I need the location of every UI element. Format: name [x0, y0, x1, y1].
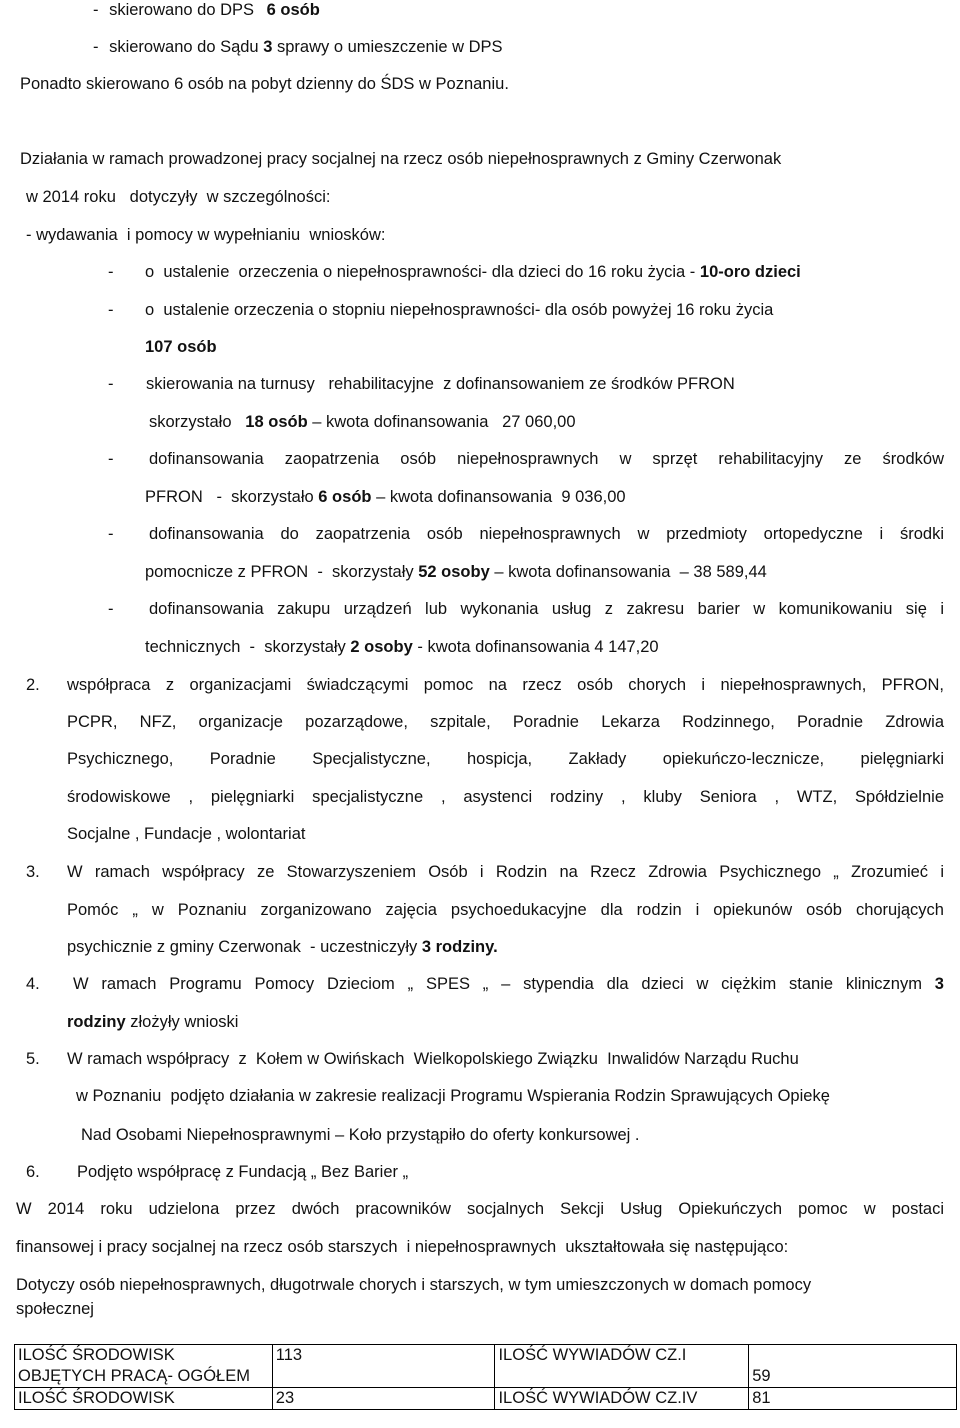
closing-line-1: W 2014 roku udzielona przez dwóch pracowników socjalnych Sekcji Usług Opiekuńczych pomoc w postaci: [16, 1200, 944, 1218]
stats-table: [14, 1344, 957, 1410]
numbered-5-line-3: Nad Osobami Niepełnosprawnymi – Koło przystąpiło do oferty konkursowej .: [81, 1126, 640, 1144]
table-cell-label: [15, 1345, 273, 1388]
summary-bold: 18 osób: [245, 413, 308, 431]
item-2: [108, 300, 774, 320]
numbered-6-num: 6.: [26, 1163, 40, 1181]
item-4-summary: [145, 487, 626, 507]
summary-b: – kwota dofinansowania 27 060,00: [312, 413, 576, 431]
bold-word: rodziny: [67, 1013, 126, 1031]
table-cell-label: ILOŚĆ WYWIADÓW CZ.I: [495, 1345, 749, 1388]
numbered-3-line-2: Pomóc „ w Poznaniu zorganizowano zajęcia psychoedukacyjne dla rodzin i opiekunów osób chorujących: [67, 901, 944, 919]
summary-a: skorzystało: [149, 413, 232, 431]
item-5-summary: [145, 562, 767, 582]
intro-line-3: - wydawania i pomocy w wypełnianiu wniosków:: [26, 226, 386, 244]
numbered-3-line-3: [67, 937, 498, 957]
dash: -: [108, 263, 114, 281]
numbered-4-line-1: [73, 974, 944, 994]
table-cell-label: ILOŚĆ ŚRODOWISK: [15, 1388, 273, 1410]
dash: -: [108, 301, 114, 319]
summary-a: PFRON - skorzystało: [145, 488, 314, 506]
numbered-5-line-1: W ramach współpracy z Kołem w Owińskach Wielkopolskiego Związku Inwalidów Narządu Ruchu: [67, 1050, 799, 1068]
item-5: [108, 524, 114, 544]
closing-line-4: społecznej: [16, 1300, 94, 1318]
summary-bold: 52 osoby: [418, 563, 490, 581]
numbered-5-line-2: w Poznaniu podjęto działania w zakresie realizacji Programu Wspierania Rodzin Sprawujących Opiekę: [76, 1087, 830, 1105]
line-text: psychicznie z gminy Czerwonak - uczestniczyły: [67, 938, 418, 956]
bold-count: 3: [934, 975, 944, 993]
top-list-line-3: Ponadto skierowano 6 osób na pobyt dzienny do ŚDS w Poznaniu.: [20, 75, 509, 93]
numbered-2-num: 2.: [26, 676, 40, 694]
dash: -: [108, 525, 114, 543]
cell-line: OBJĘTYCH PRACĄ- OGÓŁEM: [18, 1367, 250, 1385]
numbered-3-line-1: W ramach współpracy ze Stowarzyszeniem Osób i Rodzin na Rzecz Zdrowia Psychicznego „ Zrozumieć i: [67, 863, 944, 881]
table-row: [15, 1388, 957, 1410]
dash: -: [93, 1, 99, 19]
numbered-2-line-4: środowiskowe , pielęgniarki specjalistyczne , asystenci rodziny , kluby Seniora , WTZ, Spółdzielnie: [67, 788, 944, 806]
numbered-2-line-2: PCPR, NFZ, organizacje pozarządowe, szpitale, Poradnie Lekarza Rodzinnego, Poradnie Zdrowia: [67, 713, 944, 731]
item-5-text: dofinansowania do zaopatrzenia osób niepełnosprawnych w przedmioty ortopedyczne i środki: [149, 525, 944, 543]
item-3-summary: [149, 412, 576, 432]
item-6-text: dofinansowania zakupu urządzeń lub wykonania usług z zakresu barier w komunikowaniu się i: [149, 600, 944, 618]
summary-a: pomocnicze z PFRON - skorzystały: [145, 563, 414, 581]
item-text: skierowania na turnusy rehabilitacyjne z dofinansowaniem ze środków PFRON: [146, 375, 735, 393]
numbered-2-line-1: współpraca z organizacjami świadczącymi pomoc na rzecz osób chorych i niepełnosprawnych, PFRON,: [67, 676, 944, 694]
count: 3: [263, 38, 273, 56]
table-cell-label: ILOŚĆ WYWIADÓW CZ.IV: [495, 1388, 749, 1410]
line-text: złożyły wnioski: [130, 1013, 239, 1031]
item-4: [108, 449, 114, 469]
cell-line: ILOŚĆ ŚRODOWISK: [18, 1346, 175, 1364]
summary-a: technicznych - skorzystały: [145, 638, 346, 656]
numbered-2-line-5: Socjalne , Fundacje , wolontariat: [67, 825, 306, 843]
item-text: o ustalenie orzeczenia o niepełnosprawności- dla dzieci do 16 roku życia -: [145, 263, 696, 281]
item-bold: 10-oro dzieci: [699, 263, 801, 281]
table-cell-value: 81: [749, 1388, 957, 1410]
item-6: [108, 599, 114, 619]
top-list-line-1: [93, 0, 320, 20]
numbered-6-line-1: Podjęto współpracę z Fundacją „ Bez Barier „: [77, 1163, 409, 1181]
count: 6 osób: [266, 1, 320, 19]
item-2-count: 107 osób: [145, 338, 217, 356]
closing-line-2: finansowej i pracy socjalnej na rzecz osób starszych i niepełnosprawnych ukształtowała się następująco:: [16, 1238, 789, 1256]
item-1: [108, 262, 801, 282]
numbered-5-num: 5.: [26, 1050, 40, 1068]
line-text: skierowano do DPS: [109, 1, 255, 19]
item-6-summary: [145, 637, 659, 657]
top-list-line-2: [93, 37, 503, 57]
dash: -: [93, 38, 99, 56]
line-text: skierowano do Sądu: [109, 38, 259, 56]
dash: -: [108, 375, 114, 393]
table-cell-value: 23: [272, 1388, 495, 1410]
summary-b: – kwota dofinansowania – 38 589,44: [494, 563, 767, 581]
item-3: [108, 374, 735, 394]
table-row: [15, 1345, 957, 1388]
numbered-4-line-2: [67, 1012, 238, 1032]
numbered-3-num: 3.: [26, 863, 40, 881]
intro-line-1: Działania w ramach prowadzonej pracy socjalnej na rzecz osób niepełnosprawnych z Gminy Czerwonak: [20, 150, 782, 168]
summary-bold: 2 osoby: [350, 638, 413, 656]
numbered-4-num: 4.: [26, 975, 40, 993]
bold-count: 3 rodziny.: [421, 938, 498, 956]
line-text: W ramach Programu Pomocy Dzieciom „ SPES „ – stypendia dla dzieci w ciężkim stanie klinicznym: [73, 975, 922, 993]
numbered-2-line-3: Psychicznego, Poradnie Specjalistyczne, hospicja, Zakłady opiekuńczo-lecznicze, pielęgniarki: [67, 750, 944, 768]
dash: -: [108, 600, 114, 618]
table-cell-value: 59: [749, 1345, 957, 1388]
item-text: o ustalenie orzeczenia o stopniu niepełnosprawności- dla osób powyżej 16 roku życia: [145, 301, 774, 319]
summary-b: – kwota dofinansowania 9 036,00: [376, 488, 626, 506]
dash: -: [108, 450, 114, 468]
table-cell-value: 113: [272, 1345, 495, 1388]
closing-line-3: Dotyczy osób niepełnosprawnych, długotrwale chorych i starszych, w tym umieszczonych w domach pomocy: [16, 1276, 812, 1294]
summary-b: - kwota dofinansowania 4 147,20: [417, 638, 659, 656]
item-4-text: dofinansowania zaopatrzenia osób niepełnosprawnych w sprzęt rehabilitacyjny ze środków: [149, 450, 944, 468]
line-text-b: sprawy o umieszczenie w DPS: [276, 38, 503, 56]
summary-bold: 6 osób: [318, 488, 372, 506]
intro-line-2: w 2014 roku dotyczyły w szczególności:: [26, 188, 331, 206]
